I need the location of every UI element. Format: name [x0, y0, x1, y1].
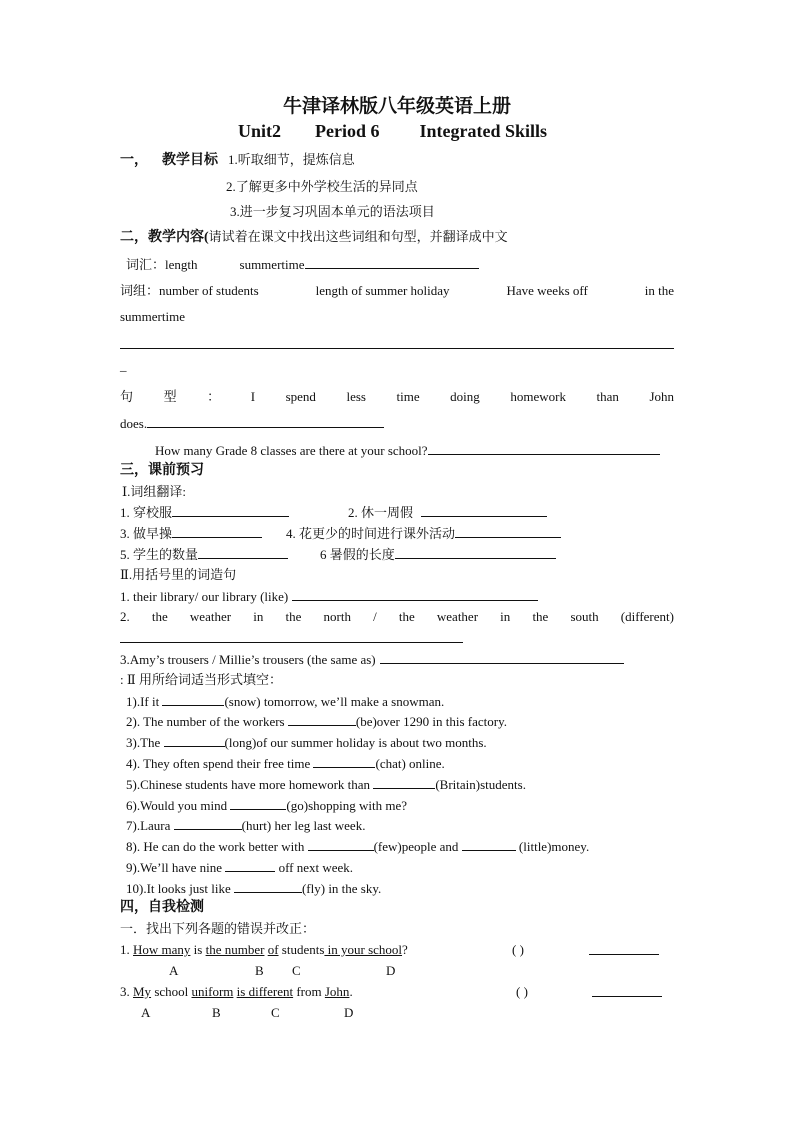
fill-item: 3).The (long)of our summer holiday is about two months.	[126, 735, 487, 750]
objective-1: 1.听取细节，提炼信息	[228, 152, 355, 167]
error-question-1: 1. How many is the number of students in your school?	[120, 942, 408, 957]
option-letter: C	[271, 1005, 280, 1020]
correction-blank[interactable]	[589, 942, 659, 959]
answer-blank[interactable]	[373, 776, 435, 789]
make-sentence-3: 3.Amy’s trousers / Millie’s trousers (the same as)	[120, 651, 624, 668]
phrase: number of students	[159, 283, 259, 298]
vocab-line	[126, 256, 479, 273]
answer-blank[interactable]	[172, 504, 289, 517]
fill-item: 8). He can do the work better with (few)people and (little)money.	[126, 839, 590, 854]
answer-blank[interactable]	[198, 546, 288, 559]
unit-label: Unit2	[238, 121, 282, 141]
answer-blank[interactable]	[380, 651, 624, 664]
check-heading: 四，自我检测	[120, 900, 204, 915]
vocab-word: length	[165, 257, 198, 272]
phrase-item-1: 1. 穿校服	[120, 504, 289, 521]
error-question-3: 3. My school uniform is different from John.	[120, 984, 353, 999]
option-letter: C	[292, 963, 301, 978]
answer-blank[interactable]	[462, 838, 516, 851]
phrase-label: 词组：	[120, 283, 160, 298]
sentence-word: ：	[207, 389, 221, 404]
answer-blank[interactable]	[164, 734, 225, 747]
answer-blank[interactable]	[147, 415, 384, 428]
objectives-title: 教学目标	[162, 153, 218, 168]
part2-title: Ⅱ.用括号里的词造句	[120, 567, 237, 582]
part3-title: : Ⅱ 用所给词适当形式填空：	[120, 672, 282, 687]
answer-blank[interactable]	[230, 797, 286, 810]
phrase-item-5: 5. 学生的数量	[120, 546, 288, 563]
objective-3: 3.进一步复习巩固本单元的语法项目	[230, 204, 435, 219]
option-letter: D	[344, 1005, 354, 1020]
phrase-item-2: 2. 休一周假	[348, 504, 547, 521]
answer-blank[interactable]	[428, 442, 660, 455]
vocab-word: summertime	[239, 257, 305, 272]
answer-blank[interactable]	[455, 525, 561, 538]
option-letter: B	[212, 1005, 221, 1020]
content-note: 请试着在课文中找出这些词组和句型，并翻译成中文	[208, 229, 508, 244]
content-heading	[120, 229, 508, 246]
sentence-word: time	[396, 389, 420, 404]
objectives-heading	[120, 152, 355, 169]
answer-blank[interactable]	[308, 838, 374, 851]
option-letter: A	[141, 1005, 151, 1020]
sentence-continuation: does.	[120, 415, 384, 432]
answer-blank[interactable]	[172, 525, 262, 538]
sentence-word: spend	[285, 389, 316, 404]
vocab-label: 词汇：	[126, 257, 166, 272]
answer-paren[interactable]: ( )	[512, 942, 524, 957]
answer-blank[interactable]	[174, 817, 242, 830]
stray-dash: _	[120, 358, 127, 373]
fill-item: 4). They often spend their free time (chat) online.	[126, 756, 445, 771]
answer-blank[interactable]	[225, 859, 275, 872]
correction-blank[interactable]	[592, 984, 662, 1001]
period-label: Period 6	[315, 121, 380, 141]
phrase: length of summer holiday	[315, 283, 450, 298]
answer-blank[interactable]	[313, 755, 375, 768]
answer-line[interactable]	[120, 348, 674, 349]
phrase: Have weeks off	[506, 283, 588, 298]
make-sentence-1: 1. their library/ our library (like)	[120, 588, 538, 605]
lesson-subtitle	[238, 120, 547, 142]
phrase-item-6: 6 暑假的长度	[320, 546, 556, 563]
make-sentence-2: 2. the weather in the north / the weather in the south (different)	[120, 609, 674, 624]
option-letter: B	[255, 963, 264, 978]
fill-item: 5).Chinese students have more homework than (Britain)students.	[126, 777, 526, 792]
topic-label: Integrated Skills	[419, 121, 548, 141]
answer-blank[interactable]	[292, 588, 538, 601]
answer-blank[interactable]	[162, 693, 224, 706]
phrase-continuation: summertime	[120, 309, 185, 324]
sentence-2: How many Grade 8 classes are there at your school?	[155, 442, 660, 459]
phrase: in the	[644, 283, 674, 298]
objectives-number: 一，	[120, 153, 148, 168]
answer-blank[interactable]	[305, 256, 479, 269]
preview-heading: 三，课前预习	[120, 463, 204, 478]
sentence-word: less	[346, 389, 366, 404]
answer-blank[interactable]	[288, 713, 356, 726]
check-subtitle: 一．找出下列各题的错误并改正：	[120, 921, 316, 936]
fill-item: 6).Would you mind (go)shopping with me?	[126, 798, 407, 813]
sentence-word: homework	[510, 389, 566, 404]
objective-2: 2.了解更多中外学校生活的异同点	[226, 179, 418, 194]
sentence-word: doing	[450, 389, 480, 404]
answer-blank[interactable]	[234, 880, 302, 893]
sentence-word: 句	[120, 389, 134, 404]
fill-item: 7).Laura (hurt) her leg last week.	[126, 818, 366, 833]
fill-item: 1).If it (snow) tomorrow, we’ll make a snowman.	[126, 694, 445, 709]
fill-item: 10).It looks just like (fly) in the sky.	[126, 881, 382, 896]
sentence-word: than	[596, 389, 619, 404]
content-title: 二，教学内容(	[120, 230, 209, 245]
sentence-word: 型	[163, 389, 177, 404]
fill-item: 9).We’ll have nine off next week.	[126, 860, 354, 875]
answer-line[interactable]	[120, 642, 463, 643]
answer-blank[interactable]	[395, 546, 556, 559]
sentence-word: I	[250, 389, 256, 404]
answer-blank[interactable]	[421, 504, 547, 517]
phrase-item-4: 4. 花更少的时间进行课外活动	[286, 525, 561, 542]
sentence-word: John	[649, 389, 674, 404]
phrases-line	[120, 283, 674, 299]
phrase-item-3: 3. 做早操	[120, 525, 262, 542]
option-letter: A	[169, 963, 179, 978]
page-title: 牛津译林版八年级英语上册	[282, 96, 511, 117]
part1-title: Ⅰ.词组翻译:	[122, 484, 186, 499]
fill-item: 2). The number of the workers (be)over 1290 in this factory.	[126, 714, 507, 729]
option-letter: D	[386, 963, 396, 978]
sentence-line	[120, 389, 674, 405]
answer-paren[interactable]: ( )	[516, 984, 528, 999]
